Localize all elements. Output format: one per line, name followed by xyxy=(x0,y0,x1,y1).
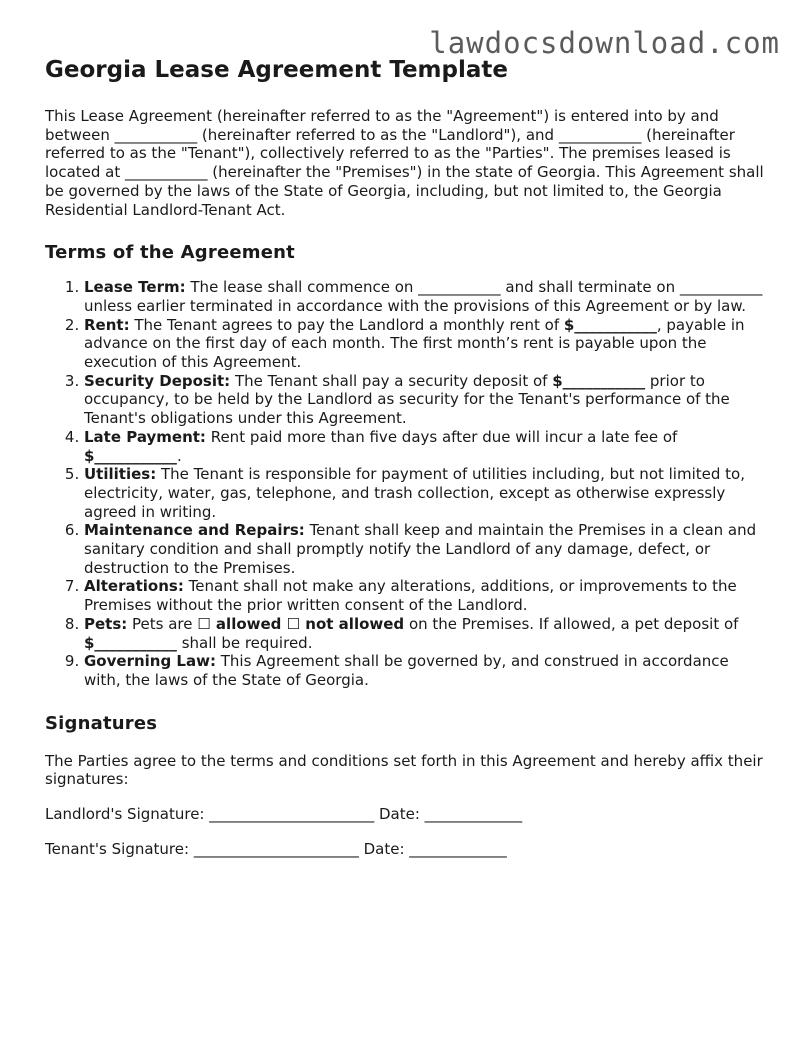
landlord-signature-line: Landlord's Signature: ______________________ Date: _____________ xyxy=(45,805,523,824)
intro-paragraph: This Lease Agreement (hereinafter referred to as the "Agreement") is entered into by and between ___________ (hereinafter referred to as the "Landlord"), and ___________ (hereinafter referred to as the "Tenant"), collectively referred to as the "Parties". The premises leased is located at ___________ (hereinafter the "Premises") in the state of Georgia. This Agreement shall be governed by the laws of the State of Georgia, including, but not limited to, the Georgia Residential Landlord-Tenant Act. xyxy=(45,107,764,219)
watermark: lawdocsdownload.com xyxy=(429,26,780,60)
term-item-security-deposit: 3. Security Deposit: The Tenant shall pay a security deposit of $___________ prior to occupancy, to be held by the Landlord as security for the Tenant's performance of the Tenant's obligations under this Agreement. xyxy=(84,372,767,428)
term-item-utilities: 5. Utilities: The Tenant is responsible for payment of utilities including, but not limited to, electricity, water, gas, telephone, and trash collection, except as otherwise expressly agreed in writing. xyxy=(84,465,767,521)
term-item-pets: 8. Pets: Pets are ☐ allowed ☐ not allowed on the Premises. If allowed, a pet deposit of $___________ shall be required. xyxy=(84,615,767,652)
tenant-signature-line: Tenant's Signature: ______________________ Date: _____________ xyxy=(45,839,507,858)
page-title: Georgia Lease Agreement Template xyxy=(45,57,508,83)
term-item-maintenance: 6. Maintenance and Repairs: Tenant shall keep and maintain the Premises in a clean and sanitary condition and shall promptly notify the Landlord of any damage, defect, or destruction to the Premises. xyxy=(84,521,767,577)
document-page xyxy=(45,55,767,875)
signatures-intro: The Parties agree to the terms and conditions set forth in this Agreement and hereby affix their signatures: xyxy=(45,751,763,789)
terms-list xyxy=(45,278,767,689)
term-item-late-payment: 4. Late Payment: Rent paid more than five days after due will incur a late fee of $___________. xyxy=(84,428,767,465)
signatures-heading: Signatures xyxy=(45,712,158,734)
term-item-lease-term: 1. Lease Term: The lease shall commence on ___________ and shall terminate on ___________ unless earlier terminated in accordance with the provisions of this Agreement or by law. xyxy=(84,278,767,315)
terms-heading: Terms of the Agreement xyxy=(45,242,295,264)
term-item-alterations: 7. Alterations: Tenant shall not make any alterations, additions, or improvements to the Premises without the prior written consent of the Landlord. xyxy=(84,577,767,614)
term-item-governing-law: 9. Governing Law: This Agreement shall be governed by, and construed in accordance with, the laws of the State of Georgia. xyxy=(84,652,767,689)
term-item-rent: 2. Rent: The Tenant agrees to pay the Landlord a monthly rent of $___________, payable in advance on the first day of each month. The first month’s rent is payable upon the execution of this Agreement. xyxy=(84,316,767,372)
